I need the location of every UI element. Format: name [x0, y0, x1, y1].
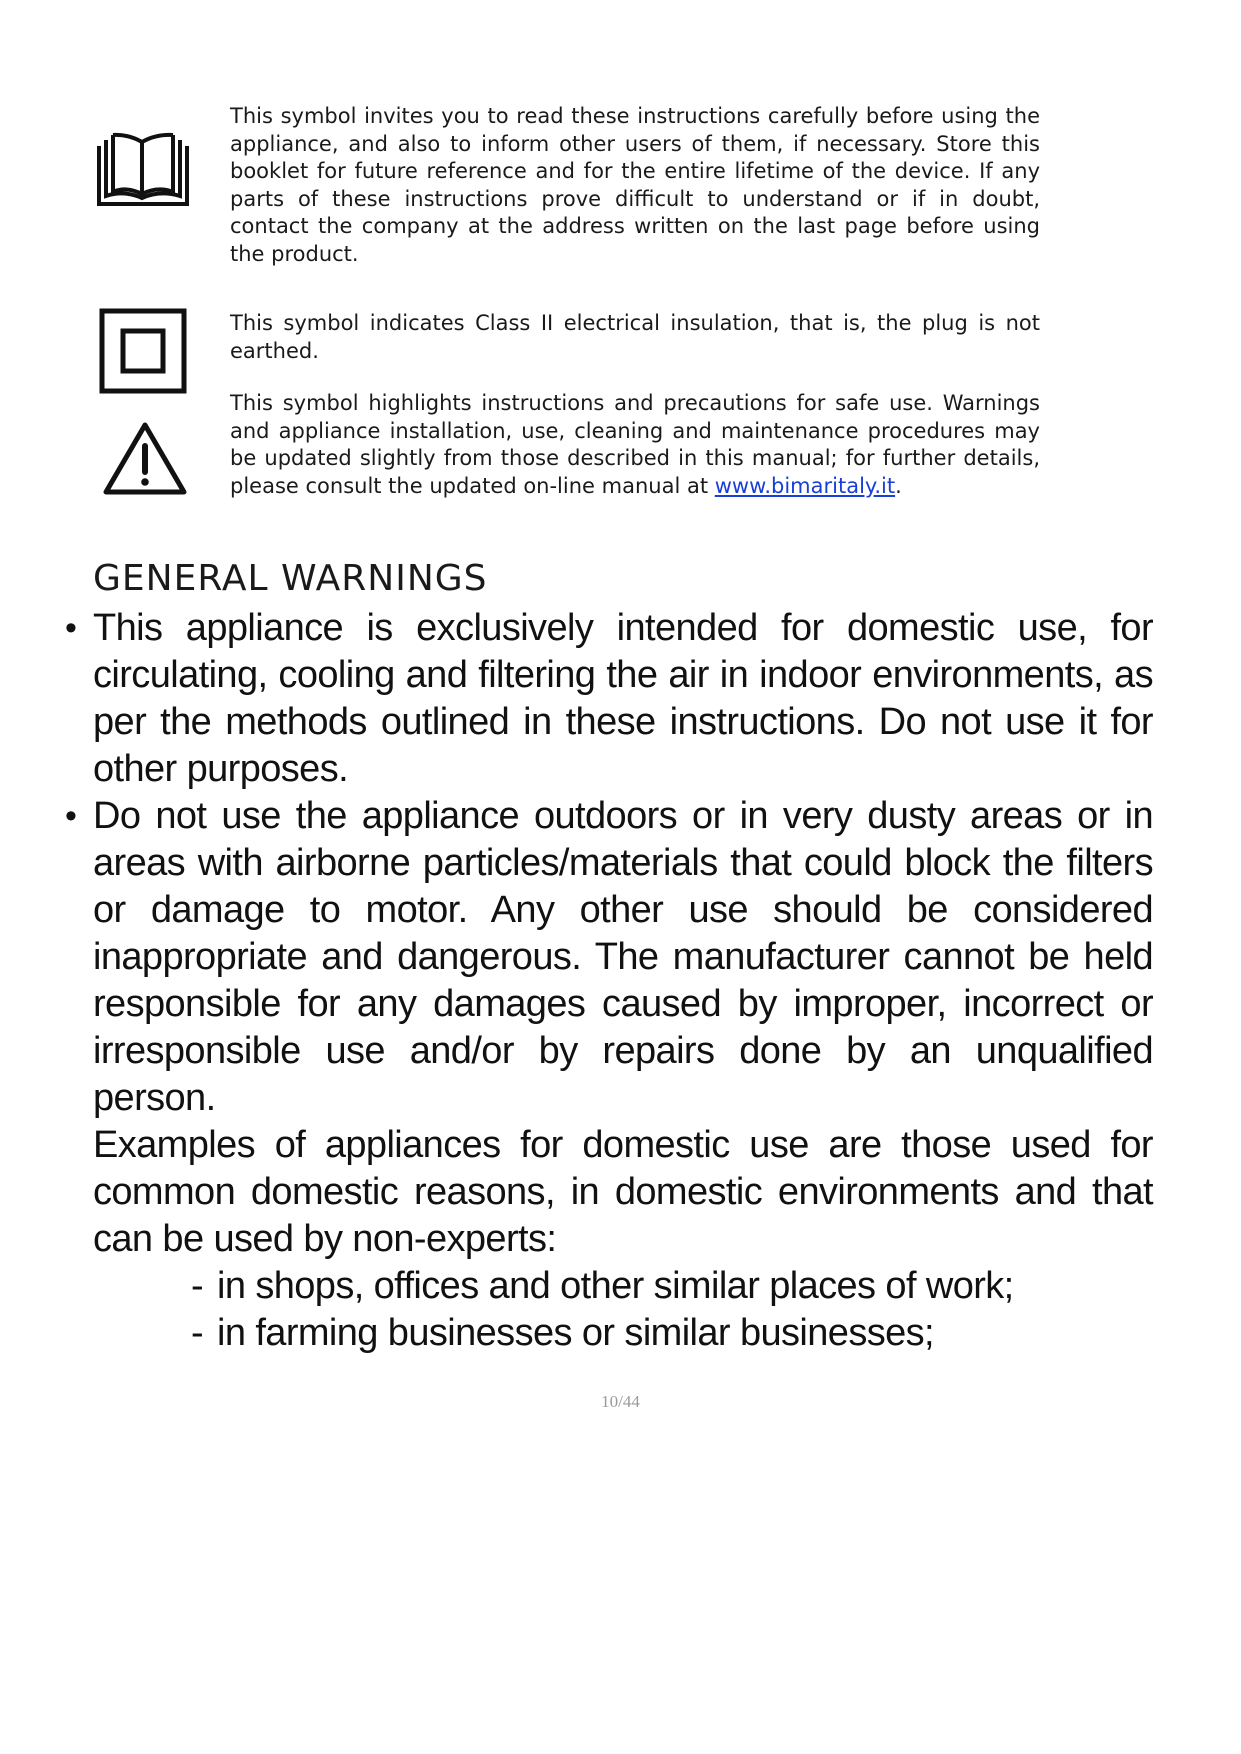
warning-text-domestic-use: This appliance is exclusively intended for domestic use, for circulating, cooling and filtering the air in indoor environments, as per the methods outlined in these instructions. Do not use it for other purposes. — [93, 607, 1153, 790]
warning-bullet-outdoor — [65, 793, 1153, 1122]
class-ii-text: This symbol indicates Class II electrical insulation, that is, the plug is not earthed. — [230, 311, 1040, 363]
safety-precautions-text — [230, 390, 1040, 500]
read-instructions-text: This symbol invites you to read these instructions carefully before using the appliance, and also to inform other users of them, if necessary. Store this booklet for future reference and for the entire lifetime of the device. If any parts of these instructions prove difficult to understand or if in doubt, contact the company at the address written on the last page before using the product. — [230, 104, 1040, 266]
dash-marker: - — [191, 1312, 204, 1354]
bullet-marker: • — [65, 609, 77, 647]
example-text-shops: in shops, offices and other similar places of work; — [217, 1265, 1014, 1307]
warning-triangle-icon — [102, 420, 188, 496]
domestic-examples-intro: Examples of appliances for domestic use are those used for common domestic reasons, in domestic environments and that can be used by non-experts: — [93, 1124, 1153, 1260]
general-warnings-list — [65, 605, 1153, 1357]
bullet-marker: • — [65, 797, 77, 835]
safety-text-end: . — [895, 473, 902, 498]
example-item-shops — [93, 1263, 1153, 1310]
example-text-farming: in farming businesses or similar businesses; — [217, 1312, 935, 1354]
safety-text-main: This symbol highlights instructions and precautions for safe use. Warnings and appliance installation, use, cleaning and maintenance procedures may be updated slightly from those described in this manual; for further details, please consult the updated on-line manual at — [230, 391, 1040, 498]
bimar-website-link[interactable]: www.bimaritaly.it — [714, 473, 896, 498]
manual-book-icon — [96, 132, 190, 208]
general-warnings-title: GENERAL WARNINGS — [93, 558, 488, 599]
warning-text-outdoor: Do not use the appliance outdoors or in very dusty areas or in areas with airborne particles/materials that could block the filters or damage to motor. Any other use should be considered inappropriate and dangerous. The manufacturer cannot be held responsible for any damages caused by improper, incorrect or irresponsible use and/or by repairs done by an unqualified person. — [93, 795, 1153, 1119]
example-item-farming — [93, 1310, 1153, 1357]
class-ii-insulation-icon — [99, 308, 187, 394]
warning-bullet-domestic-use — [65, 605, 1153, 793]
page-number: 10/44 — [601, 1392, 640, 1411]
dash-marker: - — [191, 1265, 204, 1307]
